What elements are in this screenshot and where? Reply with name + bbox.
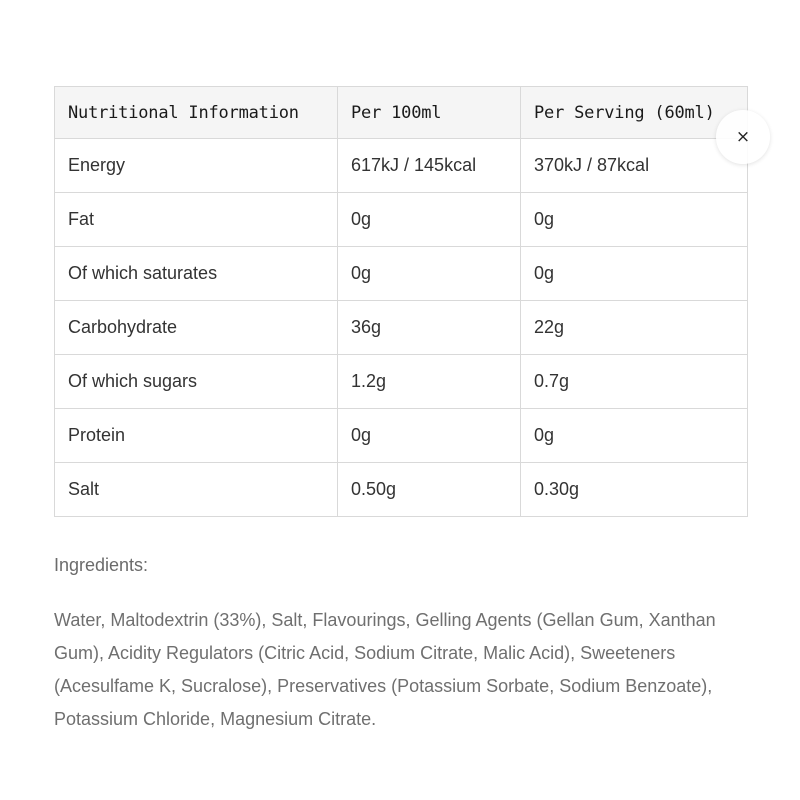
- per-100ml-value: 0g: [338, 193, 521, 247]
- nutrient-name: Protein: [55, 409, 338, 463]
- ingredients-heading: Ingredients:: [54, 555, 149, 575]
- table-row: [55, 139, 748, 193]
- per-serving-value: 0g: [521, 409, 748, 463]
- per-serving-value: 0g: [521, 193, 748, 247]
- per-100ml-value: 0g: [338, 409, 521, 463]
- header-per-100ml: Per 100ml: [338, 87, 521, 139]
- per-100ml-value: 36g: [338, 301, 521, 355]
- table-row: [55, 409, 748, 463]
- per-serving-value: 0.7g: [521, 355, 748, 409]
- per-100ml-value: 0g: [338, 247, 521, 301]
- per-100ml-value: 617kJ / 145kcal: [338, 139, 521, 193]
- per-100ml-value: 0.50g: [338, 463, 521, 517]
- per-serving-value: 0.30g: [521, 463, 748, 517]
- table-row: [55, 247, 748, 301]
- nutrient-name: Fat: [55, 193, 338, 247]
- header-nutritional-information: Nutritional Information: [55, 87, 338, 139]
- close-button[interactable]: [716, 110, 770, 164]
- ingredients-text: Water, Maltodextrin (33%), Salt, Flavourings, Gelling Agents (Gellan Gum, Xanthan Gum), Acidity Regulators (Citric Acid, Sodium Citrate, Malic Acid), Sweeteners (Acesulfame K, Sucralose), Preservatives (Potassium Sorbate, Sodium Benzoate), Potassium Chloride, Magnesium Citrate.: [54, 610, 716, 729]
- per-100ml-value: 1.2g: [338, 355, 521, 409]
- per-serving-value: 370kJ / 87kcal: [521, 139, 748, 193]
- table-row: [55, 193, 748, 247]
- header-per-serving: Per Serving (60ml): [521, 87, 748, 139]
- table-header-row: [55, 87, 748, 139]
- table-row: [55, 463, 748, 517]
- per-serving-value: 22g: [521, 301, 748, 355]
- nutrient-name: Carbohydrate: [55, 301, 338, 355]
- table-row: [55, 301, 748, 355]
- nutrient-name: Energy: [55, 139, 338, 193]
- close-icon: ×: [735, 126, 751, 147]
- table-row: [55, 355, 748, 409]
- nutrient-name: Of which sugars: [55, 355, 338, 409]
- nutrient-name: Salt: [55, 463, 338, 517]
- nutrient-name: Of which saturates: [55, 247, 338, 301]
- nutrition-table: [54, 86, 751, 517]
- per-serving-value: 0g: [521, 247, 748, 301]
